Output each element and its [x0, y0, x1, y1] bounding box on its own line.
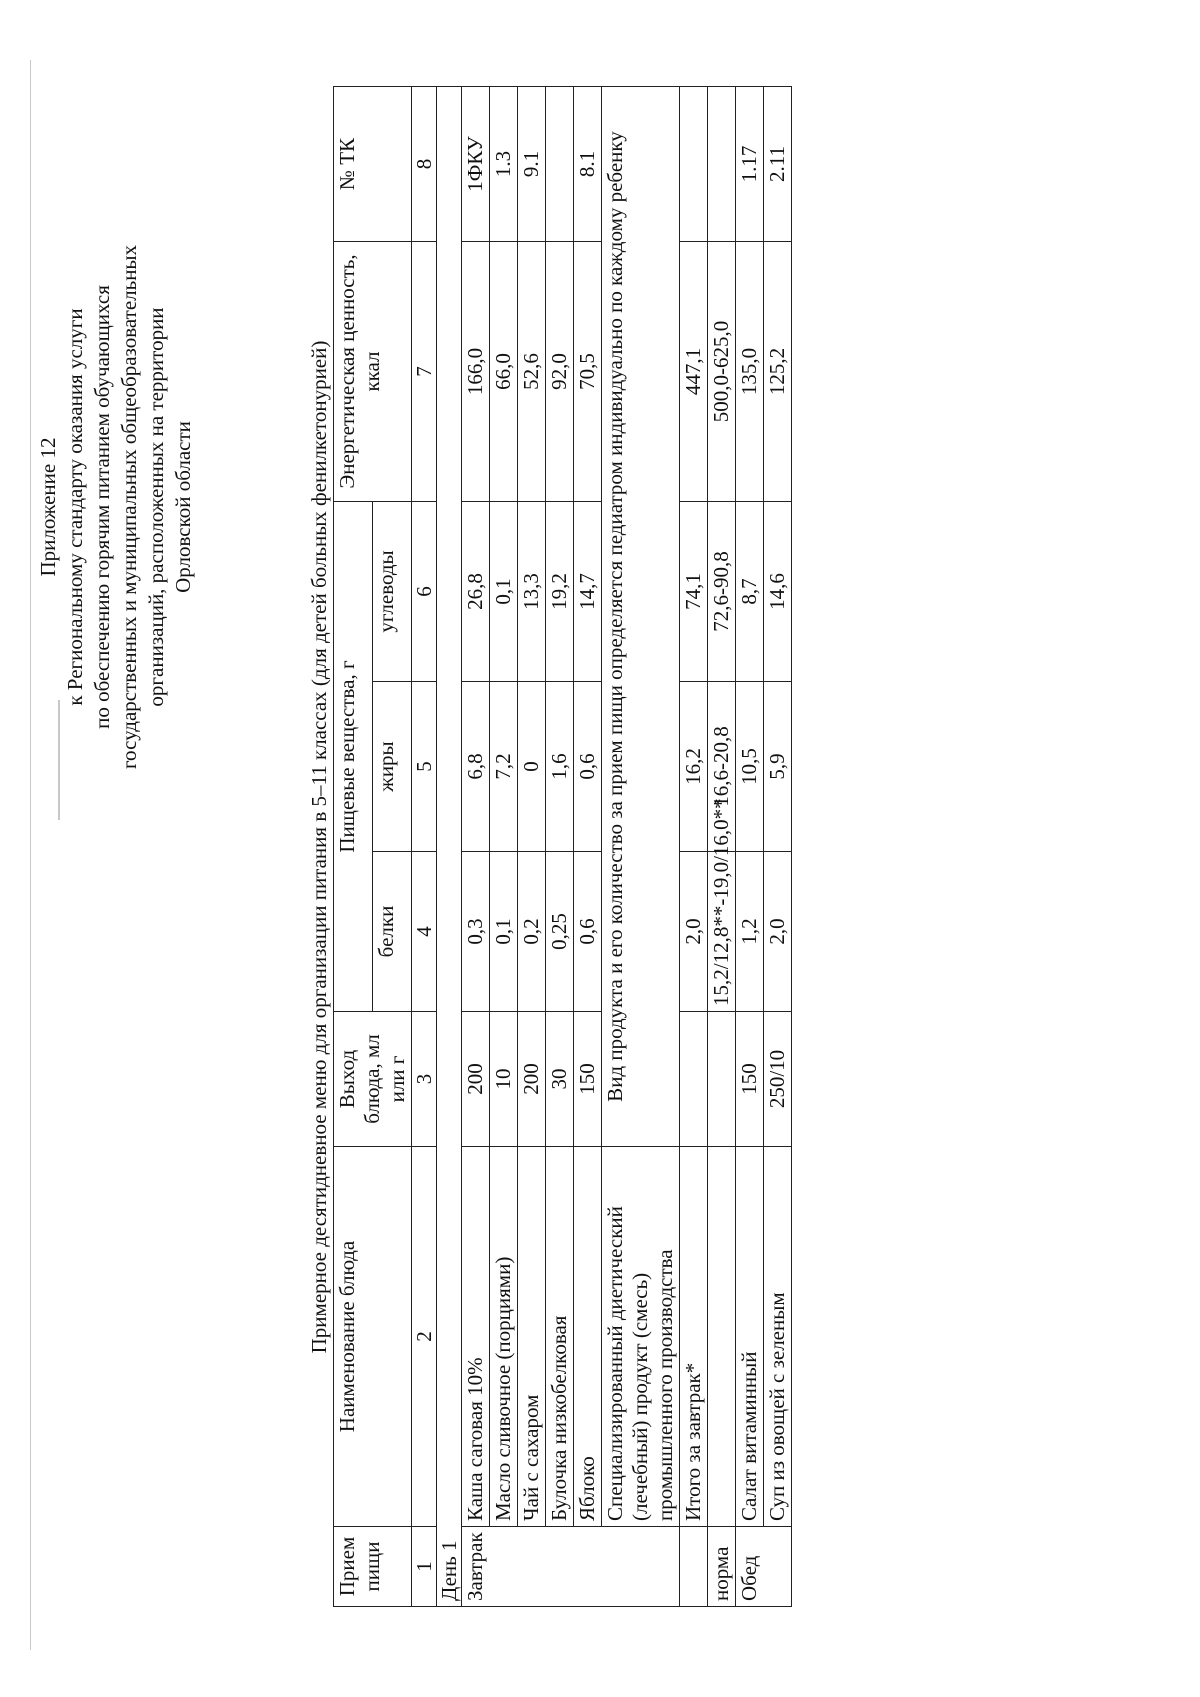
fat-value: 5,9	[764, 682, 792, 852]
tk-value: 8.1	[574, 87, 602, 242]
carbs-value: 13,3	[518, 502, 546, 682]
norm-fat: 16,6-20,8	[708, 682, 736, 852]
column-number: 1	[412, 1527, 437, 1607]
header-row	[334, 87, 373, 1607]
yield-value: 250/10	[764, 1012, 792, 1147]
column-number: 7	[412, 242, 437, 502]
table-row	[736, 87, 764, 1607]
header-tk: № ТК	[334, 87, 412, 242]
header-nutrients: Пищевые вещества, г	[334, 502, 373, 1012]
header-fat: жиры	[373, 682, 412, 852]
energy-value: 125,2	[764, 242, 792, 502]
tk-value: 1.17	[736, 87, 764, 242]
table-row	[574, 87, 602, 1607]
norm-protein: 15,2/12,8**-19,0/16,0**	[708, 852, 736, 1012]
meal-label: Обед	[736, 1527, 792, 1607]
dish-name: Булочка низкобелковая	[546, 1147, 574, 1527]
empty-cell	[708, 1147, 736, 1527]
energy-value: 70,5	[574, 242, 602, 502]
norm-energy: 500,0-625,0	[708, 242, 736, 502]
norm-label: норма	[708, 1527, 736, 1607]
protein-value: 0,1	[490, 852, 518, 1012]
column-number: 6	[412, 502, 437, 682]
appendix-line: государственных и муниципальных общеобразовательных	[117, 244, 141, 770]
carbs-value: 26,8	[462, 502, 490, 682]
column-number: 8	[412, 87, 437, 242]
meal-label: Завтрак	[462, 1527, 680, 1607]
energy-value: 52,6	[518, 242, 546, 502]
total-fat: 16,2	[680, 682, 708, 852]
appendix-line: по обеспечению горячим питанием обучающихся	[90, 285, 114, 729]
protein-value: 2,0	[764, 852, 792, 1012]
carbs-value: 14,7	[574, 502, 602, 682]
dish-name: Яблоко	[574, 1147, 602, 1527]
tk-value: 1.3	[490, 87, 518, 242]
norm-row	[708, 87, 736, 1607]
dish-name: Масло сливочное (порциями)	[490, 1147, 518, 1527]
protein-value: 0,6	[574, 852, 602, 1012]
energy-value: 166,0	[462, 242, 490, 502]
dish-name: Чай с сахаром	[518, 1147, 546, 1527]
dish-name: Салат витаминный	[736, 1147, 764, 1527]
header-yield: Выход блюда, мл или г	[334, 1012, 412, 1147]
total-label: Итого за завтрак*	[680, 1147, 708, 1527]
dish-name: Специализированный диетический (лечебный) продукт (смесь) промышленного производства	[602, 1147, 680, 1527]
total-protein: 2,0	[680, 852, 708, 1012]
menu-title: Примерное десятидневное меню для организации питания в 5–11 классах (для детей больных фенилкетонурией)	[307, 340, 331, 1354]
fat-value: 1,6	[546, 682, 574, 852]
total-carbs: 74,1	[680, 502, 708, 682]
column-number: 5	[412, 682, 437, 852]
fat-value: 10,5	[736, 682, 764, 852]
column-number: 2	[412, 1147, 437, 1527]
empty-cell	[680, 1527, 708, 1607]
empty-cell	[708, 1012, 736, 1147]
yield-value: 150	[574, 1012, 602, 1147]
protein-value: 0,25	[546, 852, 574, 1012]
header-dish: Наименование блюда	[334, 1147, 412, 1527]
header-carbs: углеводы	[373, 502, 412, 682]
tk-value: 1ФКУ	[462, 87, 490, 242]
protein-value: 0,3	[462, 852, 490, 1012]
day-row	[437, 87, 462, 1607]
menu-table	[333, 86, 792, 1607]
header-meal: Прием пищи	[334, 1527, 412, 1607]
empty-cell	[708, 87, 736, 242]
yield-value: 150	[736, 1012, 764, 1147]
header-energy: Энергетическая ценность, ккал	[334, 242, 412, 502]
carbs-value: 0,1	[490, 502, 518, 682]
carbs-value: 8,7	[736, 502, 764, 682]
tk-value: 9.1	[518, 87, 546, 242]
column-number: 3	[412, 1012, 437, 1147]
tk-value: 2.11	[764, 87, 792, 242]
dish-name: Каша саговая 10%	[462, 1147, 490, 1527]
appendix-line: Приложение 12	[36, 437, 60, 577]
protein-value: 1,2	[736, 852, 764, 1012]
empty-cell	[680, 87, 708, 242]
empty-cell	[680, 1012, 708, 1147]
table-row	[602, 87, 680, 1607]
fat-value: 0	[518, 682, 546, 852]
tk-value	[546, 87, 574, 242]
appendix-line: к Региональному стандарту оказания услуги	[63, 308, 87, 706]
total-energy: 447,1	[680, 242, 708, 502]
carbs-value: 19,2	[546, 502, 574, 682]
appendix-line: Орловской области	[171, 421, 195, 593]
yield-value: 200	[462, 1012, 490, 1147]
appendix-header	[35, 217, 197, 797]
norm-carbs: 72,6-90,8	[708, 502, 736, 682]
table-row	[518, 87, 546, 1607]
yield-value: 200	[518, 1012, 546, 1147]
protein-value: 0,2	[518, 852, 546, 1012]
energy-value: 92,0	[546, 242, 574, 502]
energy-value: 66,0	[490, 242, 518, 502]
appendix-line: организаций, расположенных на территории	[144, 307, 168, 707]
fat-value: 0,6	[574, 682, 602, 852]
column-number: 4	[412, 852, 437, 1012]
day-label: День 1	[437, 87, 462, 1607]
carbs-value: 14,6	[764, 502, 792, 682]
energy-value: 135,0	[736, 242, 764, 502]
yield-value: 30	[546, 1012, 574, 1147]
column-numbers-row	[412, 87, 437, 1607]
table-row	[764, 87, 792, 1607]
dish-name: Суп из овощей с зеленым	[764, 1147, 792, 1527]
special-instruction: Вид продукта и его количество за прием пищи определяется педиатром индивидуально по каждому ребенку	[602, 87, 680, 1147]
fat-value: 7,2	[490, 682, 518, 852]
table-row	[490, 87, 518, 1607]
table-row	[546, 87, 574, 1607]
yield-value: 10	[490, 1012, 518, 1147]
fat-value: 6,8	[462, 682, 490, 852]
table-row	[462, 87, 490, 1607]
total-row	[680, 87, 708, 1607]
header-protein: белки	[373, 852, 412, 1012]
